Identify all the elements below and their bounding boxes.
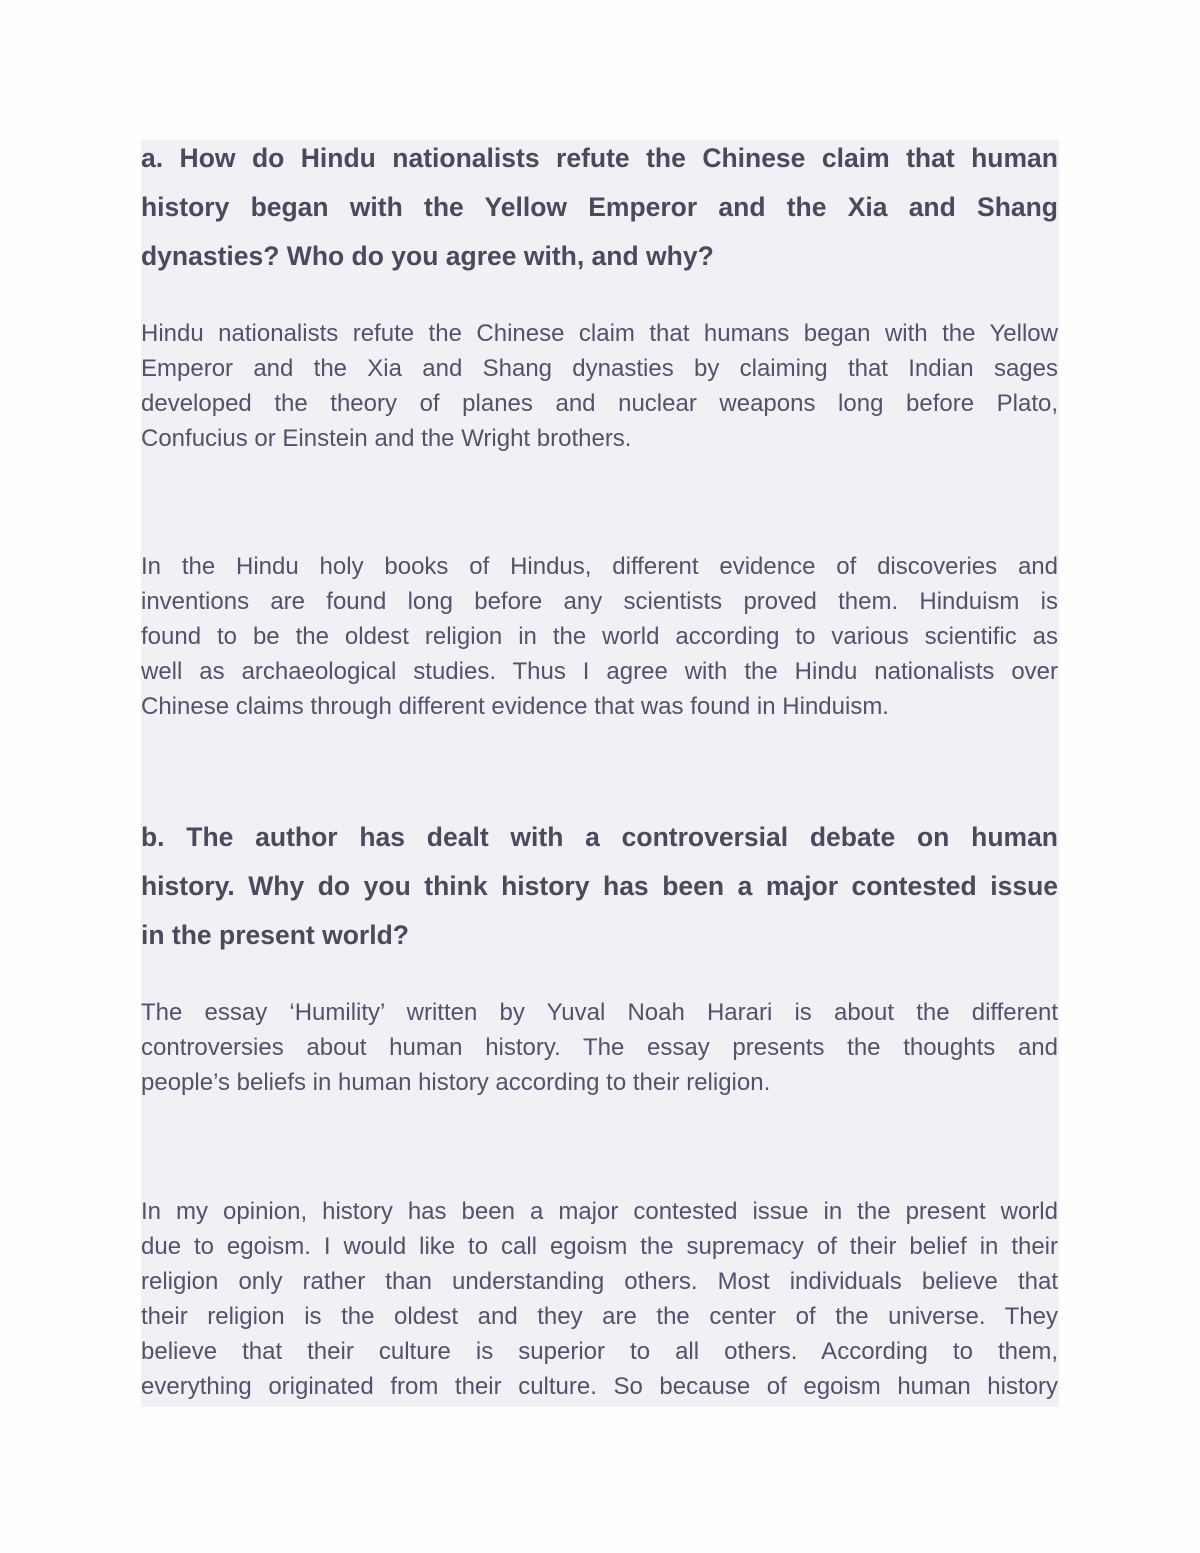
text-line: Chinese claims through different evidence that was found in Hinduism. xyxy=(141,693,889,720)
text-line: believe that their culture is superior to all others. According to them, xyxy=(141,1338,1058,1365)
text-line: inventions are found long before any scientists proved them. Hinduism is xyxy=(141,588,1058,615)
text-line: dynasties? Who do you agree with, and why? xyxy=(141,241,714,271)
text-line: The essay ‘Humility’ written by Yuval Noah Harari is about the different xyxy=(141,999,1058,1026)
text-line: found to be the oldest religion in the world according to various scientific as xyxy=(141,623,1058,650)
text-line: well as archaeological studies. Thus I agree with the Hindu nationalists over xyxy=(141,658,1058,685)
text-line: In my opinion, history has been a major contested issue in the present world xyxy=(141,1198,1058,1225)
text-line: Confucius or Einstein and the Wright brothers. xyxy=(141,425,632,452)
text-line: people’s beliefs in human history according to their religion. xyxy=(141,1069,771,1096)
text-line: Hindu nationalists refute the Chinese claim that humans began with the Yellow xyxy=(141,320,1058,347)
answer-b-paragraph-1 xyxy=(141,995,1058,1100)
text-line: b. The author has dealt with a controversial debate on human xyxy=(141,822,1058,852)
text-line: due to egoism. I would like to call egoism the supremacy of their belief in their xyxy=(141,1233,1058,1260)
text-line: history. Why do you think history has been a major contested issue xyxy=(141,871,1058,901)
answer-a-paragraph-1 xyxy=(141,316,1058,456)
text-line: a. How do Hindu nationalists refute the Chinese claim that human xyxy=(141,143,1058,173)
text-line: history began with the Yellow Emperor and the Xia and Shang xyxy=(141,192,1058,222)
text-line: developed the theory of planes and nuclear weapons long before Plato, xyxy=(141,390,1058,417)
document-content xyxy=(141,140,1059,1407)
text-line: In the Hindu holy books of Hindus, different evidence of discoveries and xyxy=(141,553,1058,580)
text-line: in the present world? xyxy=(141,920,409,950)
answer-b-paragraph-2 xyxy=(141,1194,1058,1404)
text-line: controversies about human history. The essay presents the thoughts and xyxy=(141,1034,1058,1061)
text-line: Emperor and the Xia and Shang dynasties by claiming that Indian sages xyxy=(141,355,1058,382)
text-line: everything originated from their culture. So because of egoism human history xyxy=(141,1373,1058,1400)
question-a-heading xyxy=(141,140,1058,281)
text-line: their religion is the oldest and they are the center of the universe. They xyxy=(141,1303,1058,1330)
text-line: religion only rather than understanding others. Most individuals believe that xyxy=(141,1268,1058,1295)
question-b-heading xyxy=(141,813,1058,960)
answer-a-paragraph-2 xyxy=(141,549,1058,724)
